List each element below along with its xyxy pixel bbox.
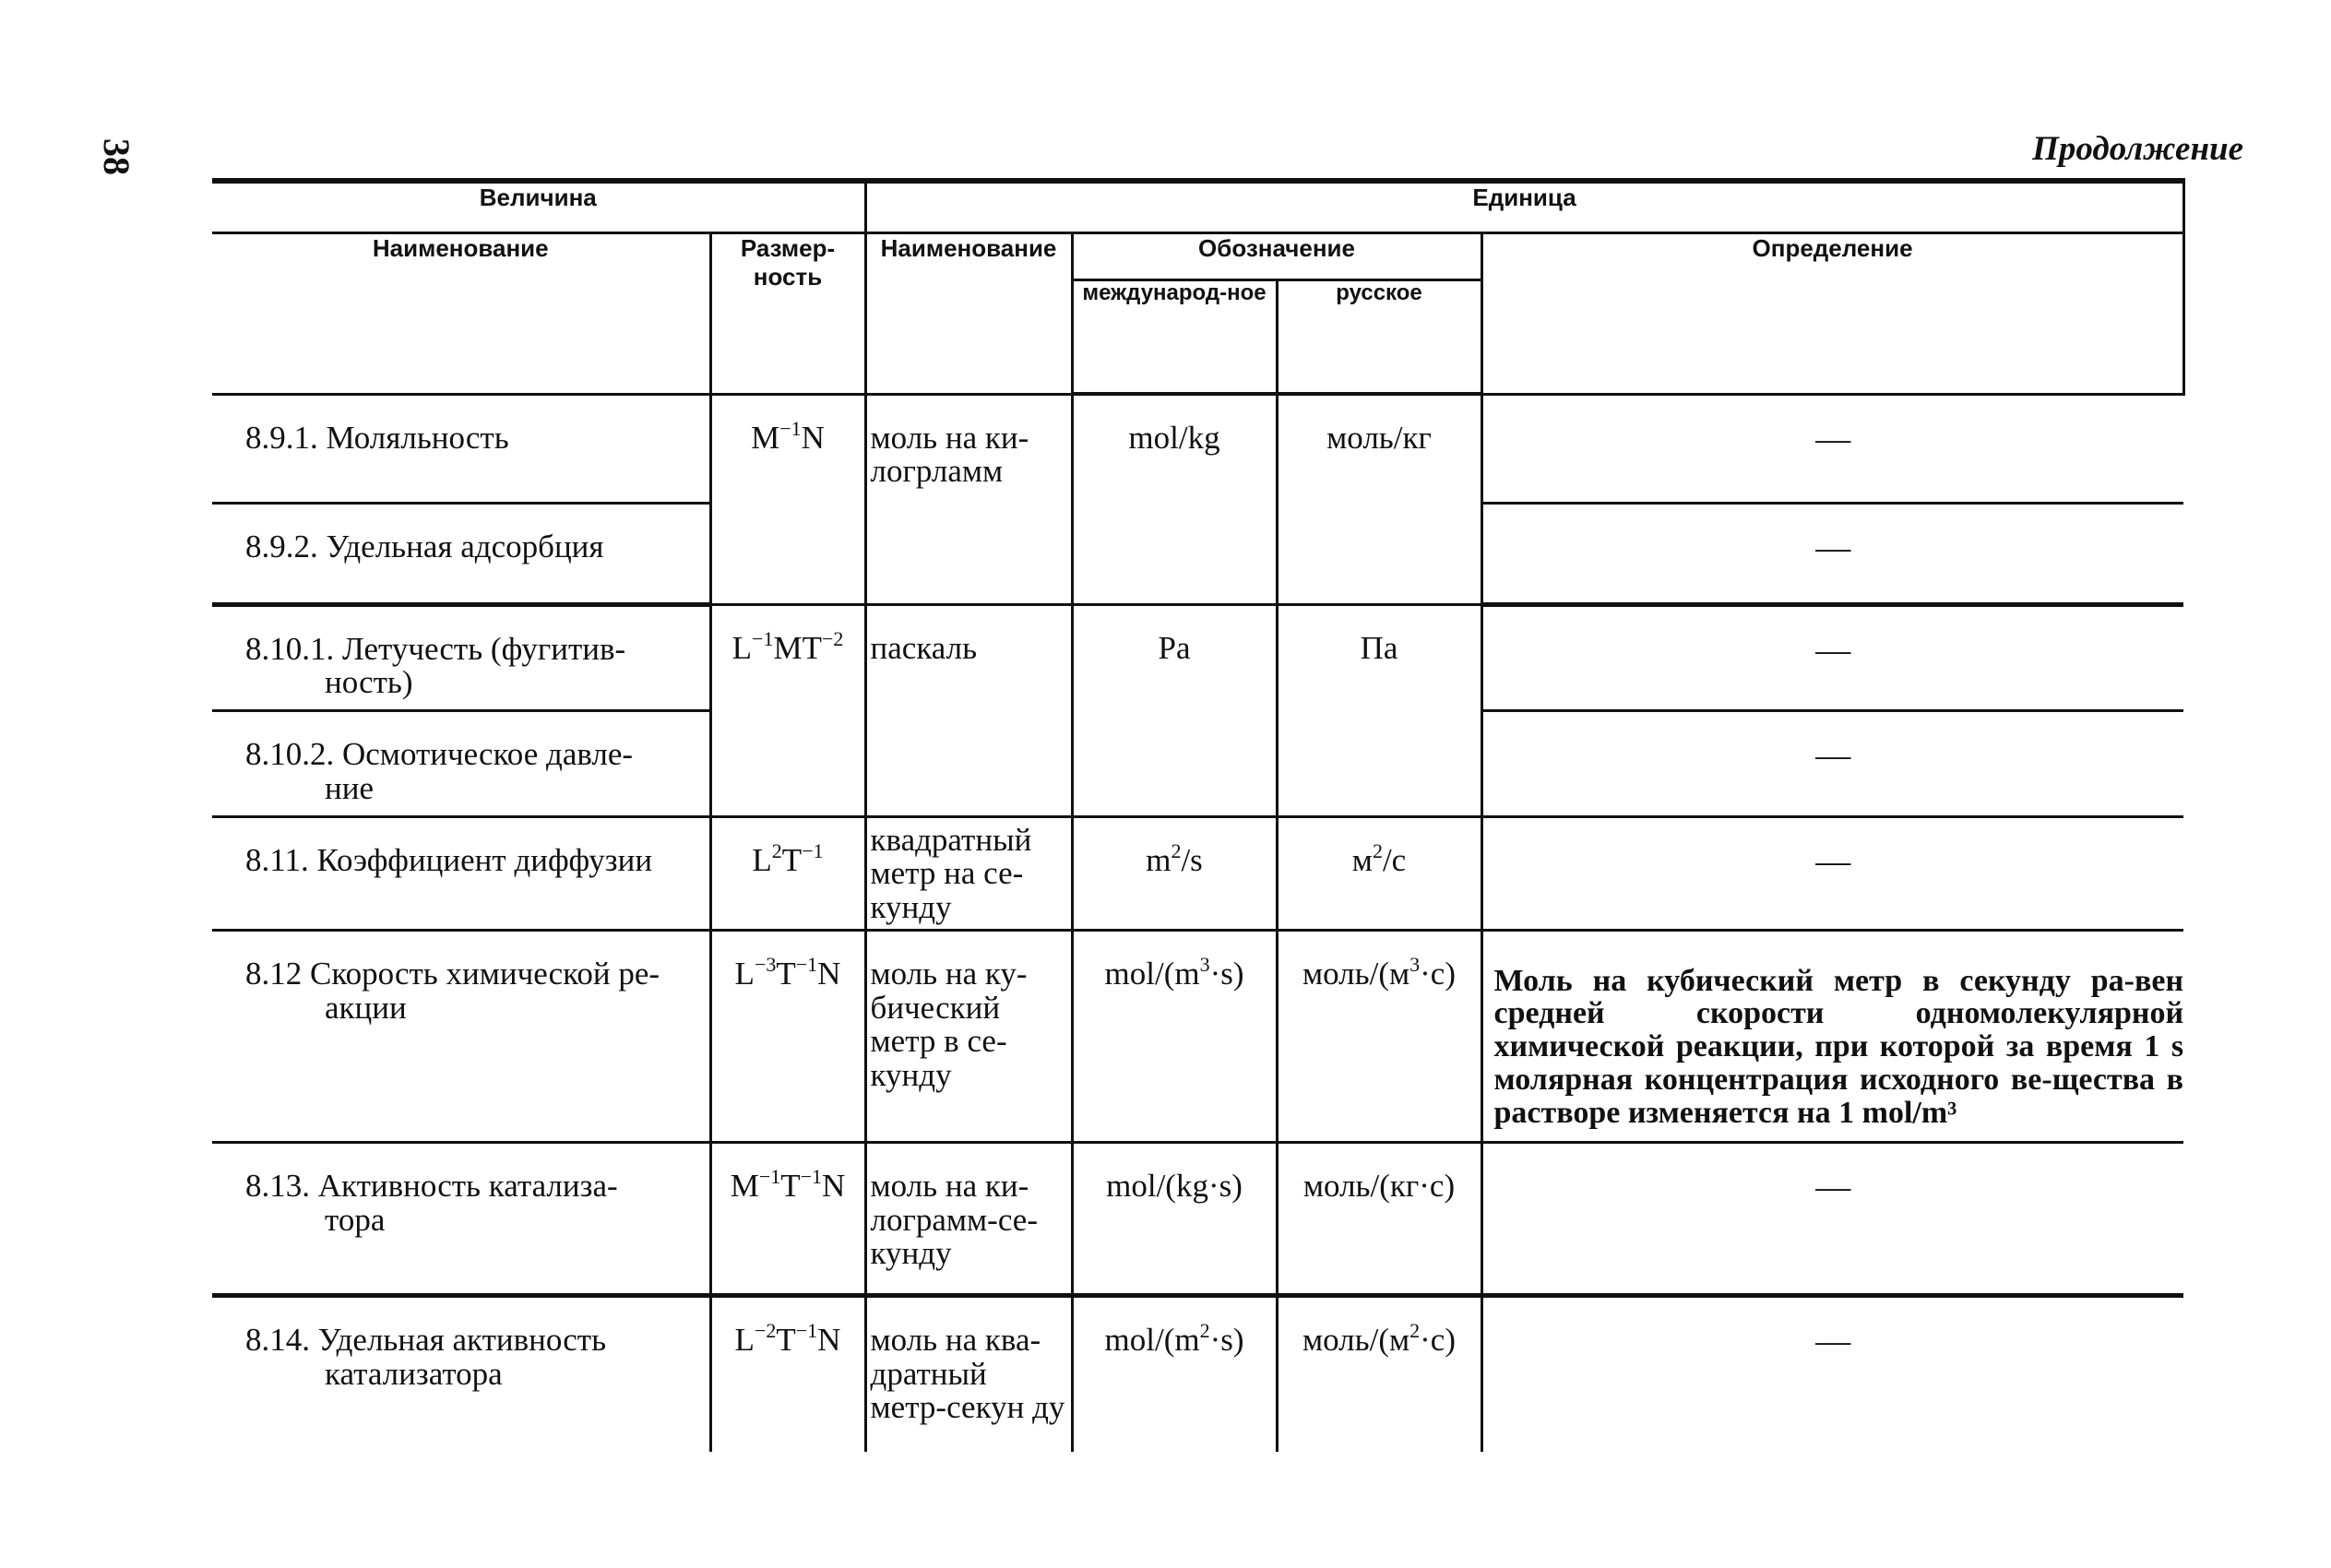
row-definition: — (1481, 604, 2183, 711)
row-name: 8.14. Удельная активность катализатора (245, 1321, 607, 1392)
row-dimension: $M^{-1}N$ (710, 394, 865, 604)
row-name: 8.12 Скорость химической ре- акции (212, 930, 710, 1142)
row-rus-symbol: $м^2/с$ (1277, 816, 1481, 930)
header-international: международ-ное (1072, 280, 1277, 395)
row-rus-symbol: моль/кг (1277, 394, 1481, 604)
row-dimension: $L^{-3}T^{-1}N$ (710, 930, 865, 1142)
row-dimension: $L^{-1}MT^{-2}$ (710, 604, 865, 816)
header-dimension: Размер-ность (710, 233, 865, 395)
row-rus-symbol: Па (1277, 604, 1481, 816)
header-definition: Определение (1481, 233, 2183, 395)
page-number: 38 (96, 138, 137, 175)
row-intl-symbol: mol/kg (1072, 394, 1277, 604)
row-definition: — (1481, 503, 2183, 604)
row-unit-name: паскаль (865, 604, 1072, 816)
row-name: 8.11. Коэффициент диффузии (212, 816, 710, 930)
header-quantity: Величина (212, 181, 865, 233)
row-definition: — (1481, 1142, 2183, 1295)
header-quantity-name: Наименование (212, 233, 710, 395)
header-unit-name: Наименование (865, 233, 1072, 395)
row-intl-symbol: mol/(kg·s) (1072, 1142, 1277, 1295)
row-name: 8.13. Активность катализа- тора (212, 1142, 710, 1295)
row-unit-name: моль на ки-логрламм (865, 394, 1072, 604)
row-rus-symbol: моль/$(м^3\cdot с)$ (1277, 930, 1481, 1142)
row-rus-symbol: моль/$(м^2\cdot с)$ (1277, 1295, 1481, 1452)
row-definition: Моль на кубический метр в секунду ра-вен средней скорости одномолекулярной химической реакции, при которой за время 1 s молярная концентрация исходного ве-щества в растворе изменяется на 1 mol/m³ (1481, 930, 2183, 1142)
row-name: 8.10.1. Летучесть (фугитив- ность) (212, 604, 710, 711)
row-unit-name: моль на ки-лограмм-се-кунду (865, 1142, 1072, 1295)
row-definition: — (1481, 394, 2183, 503)
row-intl-symbol: mol/$(m^3\cdot s)$ (1072, 930, 1277, 1142)
row-unit-name: моль на ку-бический метр в се-кунду (865, 930, 1072, 1142)
row-definition: — (1481, 711, 2183, 817)
header-unit: Единица (865, 181, 2183, 233)
row-definition: — (1481, 816, 2183, 930)
row-name: 8.9.1. Моляльность (212, 394, 710, 503)
row-dimension: $L^{-2}T^{-1}N$ (710, 1295, 865, 1452)
row-unit-name: квадратный метр на се-кунду (865, 816, 1072, 930)
row-dimension: $L^2T^{-1}$ (710, 816, 865, 930)
continuation-label: Продолжение (2032, 130, 2243, 168)
row-intl-symbol: mol/$(m^2\cdot s)$ (1072, 1295, 1277, 1452)
row-rus-symbol: моль/(кг·с) (1277, 1142, 1481, 1295)
row-name: 8.9.2. Удельная адсорбция (212, 503, 710, 604)
row-definition: — (1481, 1295, 2183, 1452)
row-intl-symbol: Pa (1072, 604, 1277, 816)
row-unit-name: моль на ква-дратный метр-секун ду (865, 1295, 1072, 1452)
row-dimension: $M^{-1}T^{-1}N$ (710, 1142, 865, 1295)
row-name: 8.10.2. Осмотическое давле- ние (212, 711, 710, 817)
row-intl-symbol: $m^2/s$ (1072, 816, 1277, 930)
header-russian: русское (1277, 280, 1481, 395)
units-table (212, 178, 2185, 1452)
header-designation: Обозначение (1072, 233, 1481, 280)
